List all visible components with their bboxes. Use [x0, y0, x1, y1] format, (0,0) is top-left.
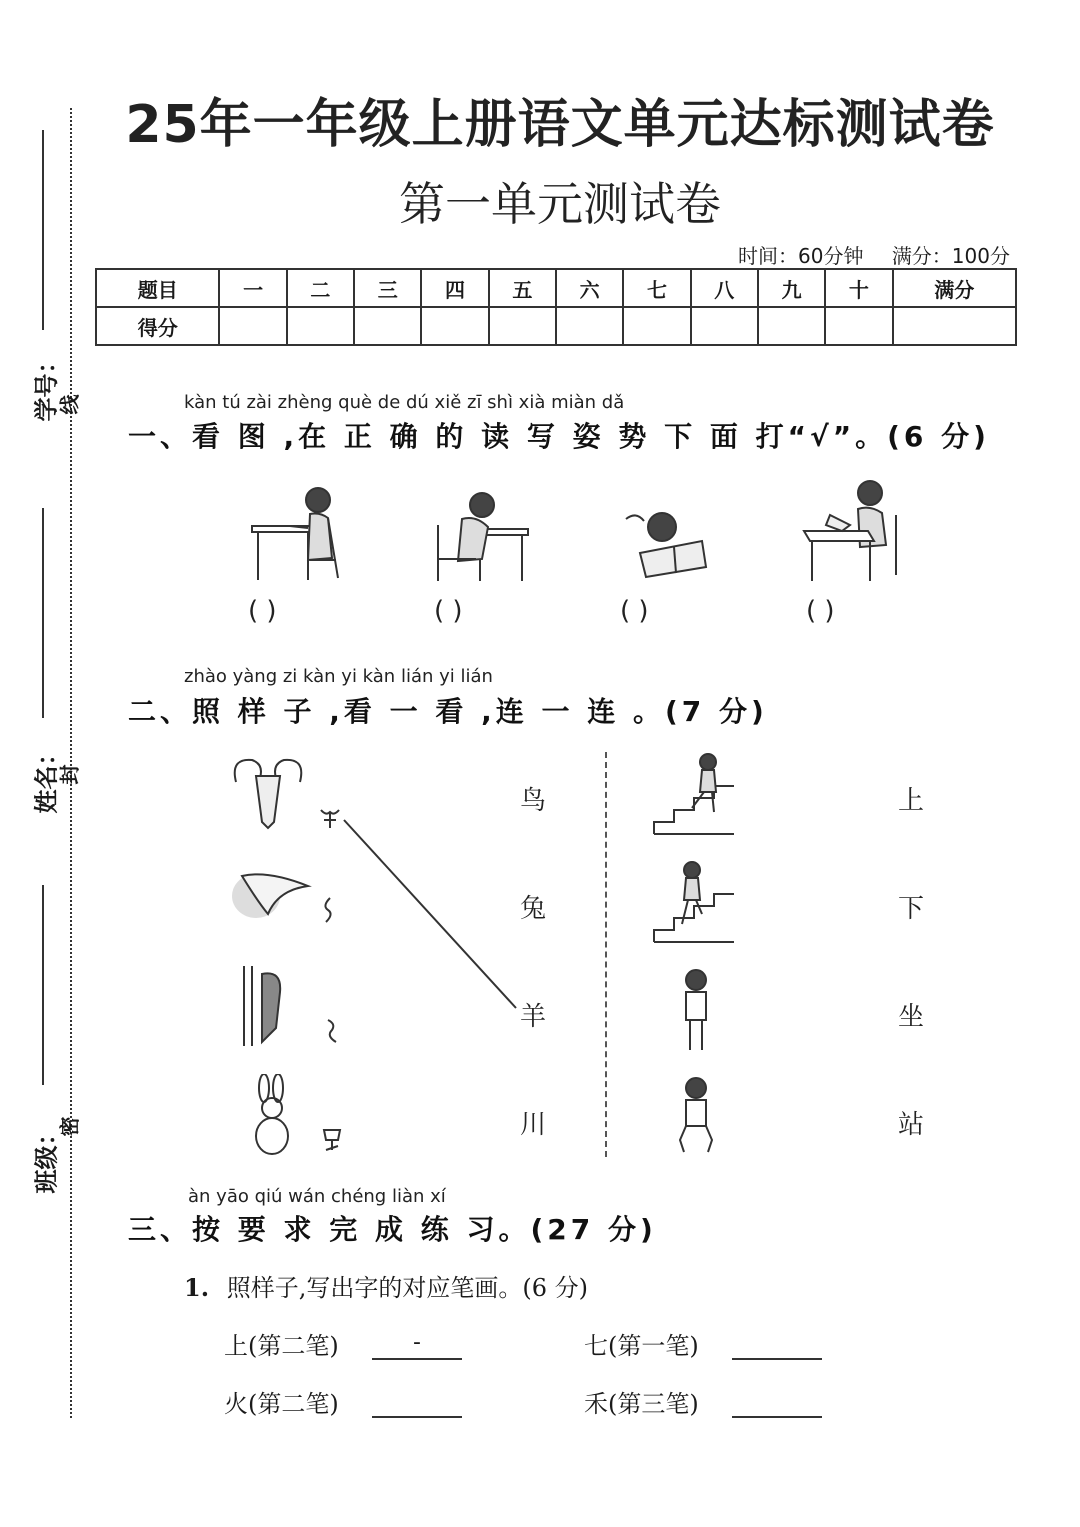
answer-paren-4[interactable]: ( ) [806, 596, 835, 626]
score-row-label: 得分 [96, 307, 219, 345]
score-cell[interactable] [825, 307, 892, 345]
score-header-cell: 六 [556, 269, 623, 307]
stroke-answer-blank-1[interactable]: - [372, 1330, 462, 1360]
stroke-item-label-1: 上(第二笔) [224, 1332, 339, 1360]
posture-image-boy-head-down [432, 485, 532, 585]
binding-word-line: 线 [57, 394, 82, 415]
class-rule [42, 885, 44, 1085]
section2-pinyin: zhào yàng zi kàn yi kàn lián yi lián [184, 666, 493, 687]
bird-image [228, 862, 312, 928]
left-char-4[interactable]: 川 [520, 1110, 547, 1140]
section1-heading: 一、看 图 ,在 正 确 的 读 写 姿 势 下 面 打“√”。(6 分) [128, 420, 990, 453]
score-cell[interactable] [758, 307, 825, 345]
score-header-cell: 五 [489, 269, 556, 307]
boy-going-up-stairs-image [652, 752, 736, 838]
stroke-item-label-3: 火(第二笔) [224, 1390, 339, 1418]
boy-sitting-image [674, 1076, 718, 1156]
score-header-cell: 七 [623, 269, 690, 307]
left-char-2[interactable]: 兔 [520, 894, 547, 924]
score-header-cell: 八 [691, 269, 758, 307]
section2-heading: 二、照 样 子 ,看 一 看 ,连 一 连 。(7 分) [128, 695, 768, 728]
score-header-cell: 一 [219, 269, 286, 307]
time-limit: 时间：60分钟 [738, 244, 864, 268]
score-cell[interactable] [421, 307, 488, 345]
left-char-3[interactable]: 羊 [520, 1002, 547, 1032]
question-1 [184, 1268, 588, 1303]
boy-standing-image [676, 968, 716, 1054]
name-rule [42, 508, 44, 718]
boy-going-down-stairs-image [652, 860, 736, 946]
right-char-4[interactable]: 站 [898, 1110, 925, 1140]
section3-pinyin: àn yāo qiú wán chéng liàn xí [188, 1186, 446, 1207]
glyph-water-icon [322, 1016, 342, 1046]
score-cell[interactable] [623, 307, 690, 345]
right-char-2[interactable]: 下 [898, 894, 925, 924]
binding-word-seal: 封 [57, 764, 82, 785]
posture-image-boy-sitting-upright [800, 475, 904, 585]
section3-heading: 三、按 要 求 完 成 练 习。(27 分) [128, 1213, 657, 1246]
score-table [95, 268, 1017, 346]
student-id-label: 学号： [32, 349, 61, 422]
posture-image-girl-writing [248, 478, 348, 583]
binding-word-secret: 密 [57, 1116, 82, 1137]
ram-image [226, 752, 310, 832]
score-header-cell: 九 [758, 269, 825, 307]
score-table-score-row [96, 307, 1016, 345]
stroke-item-label-4: 禾(第三笔) [584, 1390, 699, 1418]
rabbit-image [248, 1074, 298, 1158]
right-char-1[interactable]: 上 [898, 786, 925, 816]
example-connecting-line [340, 816, 520, 1012]
glyph-ram-icon [318, 806, 342, 832]
time-info [716, 240, 1010, 269]
posture-image-boy-lying-reading [622, 505, 710, 585]
section1-pinyin: kàn tú zài zhèng què de dú xiě zī shì xià miàn dǎ [184, 392, 625, 413]
score-header-cell: 四 [421, 269, 488, 307]
stroke-item-label-2: 七(第一笔) [584, 1332, 699, 1360]
answer-paren-3[interactable]: ( ) [620, 596, 649, 626]
score-cell[interactable] [354, 307, 421, 345]
score-cell[interactable] [489, 307, 556, 345]
score-cell[interactable] [287, 307, 354, 345]
glyph-rabbit-icon [320, 1124, 344, 1152]
answer-paren-2[interactable]: ( ) [434, 596, 463, 626]
score-cell[interactable] [219, 307, 286, 345]
left-char-1[interactable]: 鸟 [520, 786, 547, 816]
score-table-header-row [96, 269, 1016, 307]
full-score: 满分：100分 [891, 244, 1010, 268]
question-1-number: 1. [184, 1273, 210, 1302]
score-cell[interactable] [893, 307, 1016, 345]
score-header-cell: 题目 [96, 269, 219, 307]
stroke-answer-blank-4[interactable] [732, 1388, 822, 1418]
question-1-text: 照样子,写出字的对应笔画。(6 分) [226, 1274, 588, 1302]
score-header-cell: 三 [354, 269, 421, 307]
score-cell[interactable] [691, 307, 758, 345]
score-header-cell: 满分 [893, 269, 1016, 307]
score-header-cell: 十 [825, 269, 892, 307]
glyph-bird-icon [320, 896, 338, 924]
student-id-rule [42, 130, 44, 330]
stroke-answer-blank-2[interactable] [732, 1330, 822, 1360]
stroke-answer-blank-3[interactable] [372, 1388, 462, 1418]
section2-divider [605, 752, 607, 1157]
score-header-cell: 二 [287, 269, 354, 307]
page-title: 25年一年级上册语文单元达标测试卷 [125, 95, 995, 155]
right-char-3[interactable]: 坐 [898, 1002, 925, 1032]
answer-paren-1[interactable]: ( ) [248, 596, 277, 626]
name-label: 姓名： [32, 741, 61, 814]
class-label: 班级： [32, 1121, 61, 1194]
score-cell[interactable] [556, 307, 623, 345]
binding-dotted-line [70, 108, 72, 1418]
page-subtitle: 第一单元测试卷 [399, 177, 721, 231]
woodpecker-image [232, 962, 292, 1050]
